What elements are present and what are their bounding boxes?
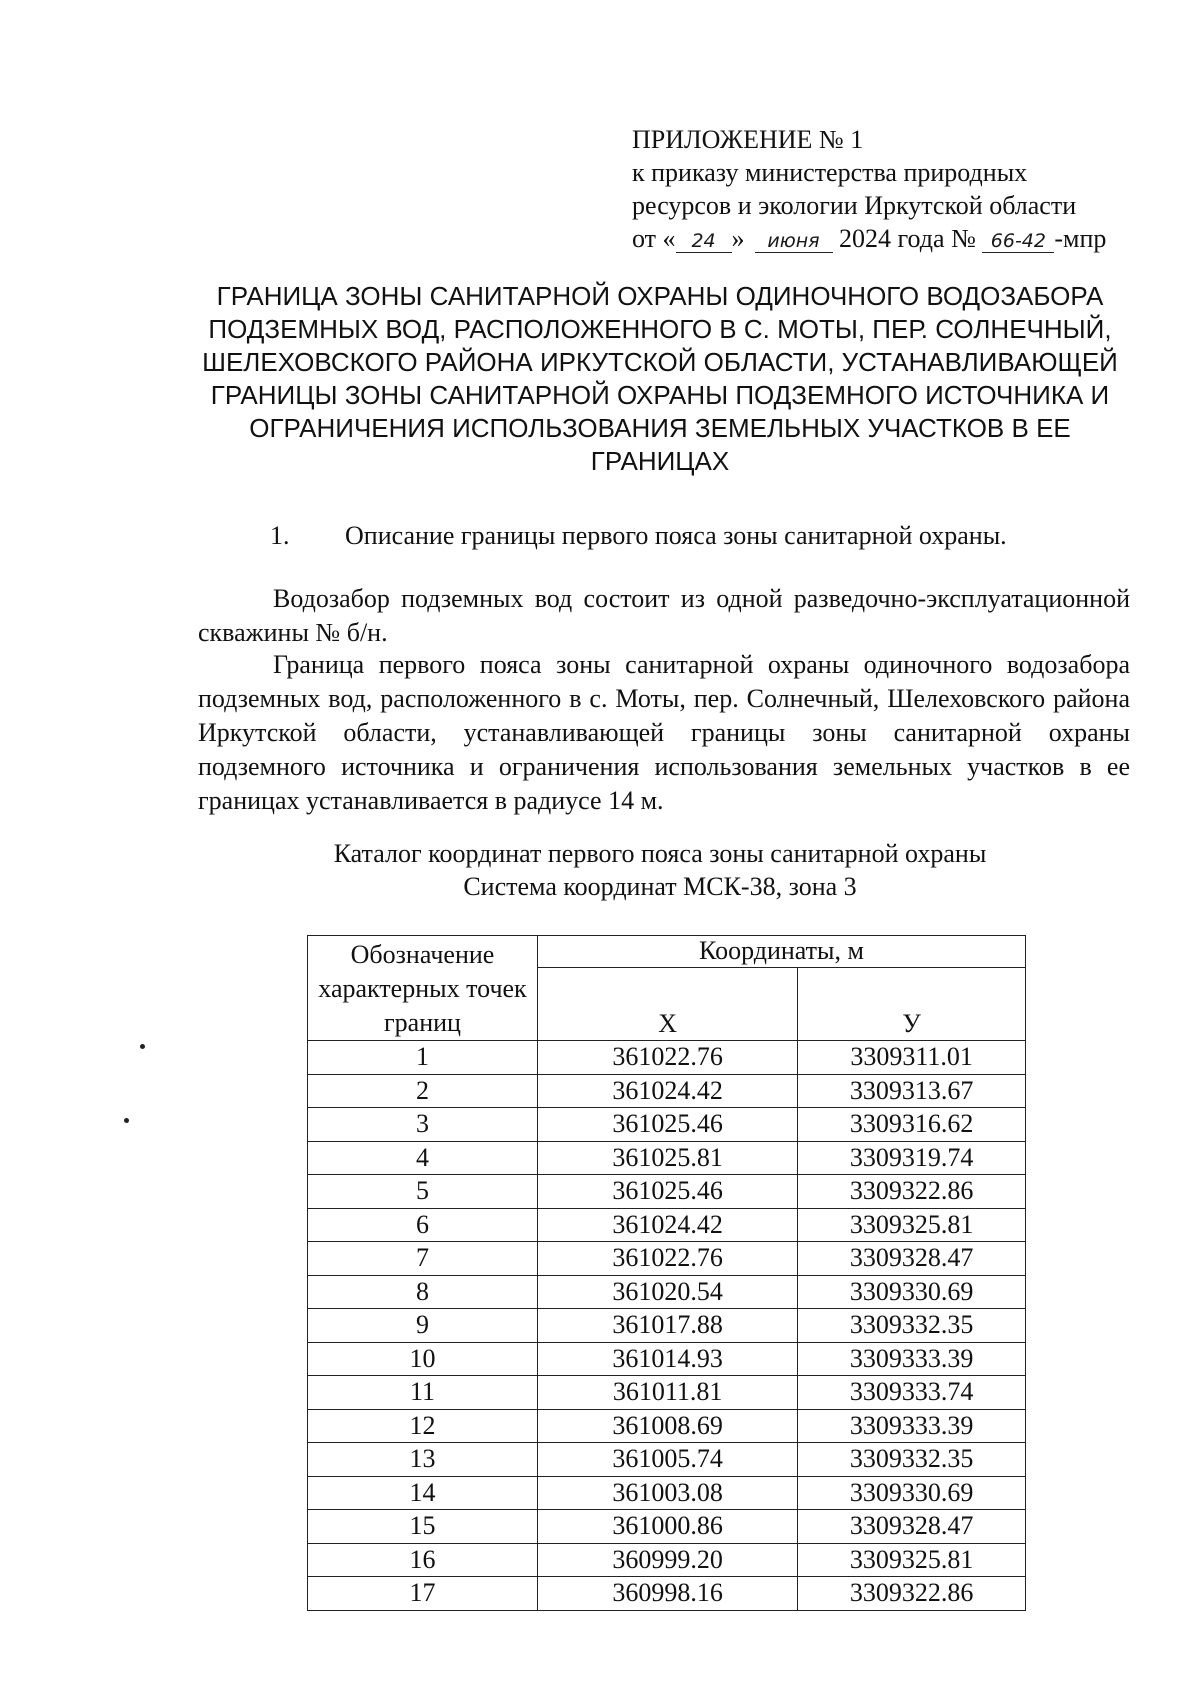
table-caption bbox=[190, 837, 1130, 903]
y-coordinate-cell: 3309332.35 bbox=[798, 1443, 1026, 1477]
y-coordinate-cell: 3309333.74 bbox=[798, 1376, 1026, 1410]
point-number-cell: 13 bbox=[308, 1443, 538, 1477]
x-coordinate-cell: 360999.20 bbox=[537, 1543, 797, 1577]
point-number-cell: 12 bbox=[308, 1409, 538, 1443]
table-row bbox=[308, 1376, 1026, 1410]
y-coordinate-cell: 3309330.69 bbox=[798, 1476, 1026, 1510]
point-number-cell: 15 bbox=[308, 1510, 538, 1544]
y-coordinate-cell: 3309313.67 bbox=[798, 1074, 1026, 1108]
x-coordinate-cell: 361022.76 bbox=[537, 1242, 797, 1276]
x-coordinate-cell: 361011.81 bbox=[537, 1376, 797, 1410]
point-number-cell: 5 bbox=[308, 1175, 538, 1209]
handwritten-month: июня bbox=[755, 230, 833, 253]
table-row bbox=[308, 1242, 1026, 1276]
paragraph-well: Водозабор подземных вод состоит из одной разведочно-эксплуатационной скважины № б/н. bbox=[198, 584, 1130, 647]
point-number-cell: 6 bbox=[308, 1208, 538, 1242]
table-row bbox=[308, 1476, 1026, 1510]
x-coordinate-cell: 361022.76 bbox=[537, 1041, 797, 1075]
table-row bbox=[308, 1409, 1026, 1443]
y-coordinate-cell: 3309325.81 bbox=[798, 1208, 1026, 1242]
document-title: ГРАНИЦА ЗОНЫ САНИТАРНОЙ ОХРАНЫ ОДИНОЧНОГО ВОДОЗАБОРА ПОДЗЕМНЫХ ВОД, РАСПОЛОЖЕННОГО В С. МОТЫ, ПЕР. СОЛНЕЧНЫЙ, ШЕЛЕХОВСКОГО РАЙОНА ИРКУТСКОЙ ОБЛАСТИ, УСТАНАВЛИВАЮЩЕЙ ГРАНИЦЫ ЗОНЫ САНИТАРНОЙ ОХРАНЫ ПОДЗЕМНОГО ИСТОЧНИКА И ОГРАНИЧЕНИЯ ИСПОЛЬЗОВАНИЯ ЗЕМЕЛЬНЫХ УЧАСТКОВ В ЕЕ ГРАНИЦАХ bbox=[202, 281, 1118, 476]
x-coordinate-cell: 361005.74 bbox=[537, 1443, 797, 1477]
y-coordinate-cell: 3309311.01 bbox=[798, 1041, 1026, 1075]
table-row bbox=[308, 1108, 1026, 1142]
x-coordinate-cell: 361025.81 bbox=[537, 1141, 797, 1175]
point-number-cell: 9 bbox=[308, 1309, 538, 1343]
appendix-heading: ПРИЛОЖЕНИЕ № 1 bbox=[632, 125, 864, 154]
header-x: Х bbox=[537, 967, 797, 1040]
date-prefix: от « bbox=[632, 224, 676, 253]
year-text: 2024 года № bbox=[839, 224, 976, 253]
table-row bbox=[308, 1543, 1026, 1577]
y-coordinate-cell: 3309328.47 bbox=[798, 1510, 1026, 1544]
point-number-cell: 3 bbox=[308, 1108, 538, 1142]
y-coordinate-cell: 3309333.39 bbox=[798, 1342, 1026, 1376]
y-coordinate-cell: 3309328.47 bbox=[798, 1242, 1026, 1276]
header-coordinates: Координаты, м bbox=[537, 936, 1025, 968]
point-number-cell: 16 bbox=[308, 1543, 538, 1577]
date-mid: » bbox=[731, 224, 745, 253]
y-coordinate-cell: 3309319.74 bbox=[798, 1141, 1026, 1175]
appendix-date-line bbox=[632, 222, 1106, 255]
x-coordinate-cell: 361003.08 bbox=[537, 1476, 797, 1510]
point-number-cell: 4 bbox=[308, 1141, 538, 1175]
x-coordinate-cell: 361008.69 bbox=[537, 1409, 797, 1443]
x-coordinate-cell: 361024.42 bbox=[537, 1074, 797, 1108]
point-number-cell: 2 bbox=[308, 1074, 538, 1108]
table-row bbox=[308, 1208, 1026, 1242]
section-heading bbox=[270, 519, 1007, 552]
point-number-cell: 8 bbox=[308, 1275, 538, 1309]
table-row bbox=[308, 1074, 1026, 1108]
paragraph-boundary: Граница первого пояса зоны санитарной охраны одиночного водозабора подземных вод, расположенного в с. Моты, пер. Солнечный, Шелеховского района Иркутской области, устанавливающей границы зоны санитарной охраны подземного источника и ограничения использования земельных участков в ее границах устанавливается в радиусе 14 м. bbox=[198, 650, 1130, 815]
table-row bbox=[308, 1175, 1026, 1209]
x-coordinate-cell: 361017.88 bbox=[537, 1309, 797, 1343]
x-coordinate-cell: 361000.86 bbox=[537, 1510, 797, 1544]
table-row bbox=[308, 1309, 1026, 1343]
y-coordinate-cell: 3309333.39 bbox=[798, 1409, 1026, 1443]
table-row bbox=[308, 1342, 1026, 1376]
scan-speck bbox=[140, 1044, 145, 1049]
point-number-cell: 1 bbox=[308, 1041, 538, 1075]
appendix-line-2: ресурсов и экологии Иркутской области bbox=[632, 191, 1077, 220]
section-number: 1. bbox=[270, 521, 290, 550]
appendix-line-1: к приказу министерства природных bbox=[632, 158, 1028, 187]
table-row bbox=[308, 1041, 1026, 1075]
x-coordinate-cell: 360998.16 bbox=[537, 1577, 797, 1611]
y-coordinate-cell: 3309322.86 bbox=[798, 1175, 1026, 1209]
y-coordinate-cell: 3309332.35 bbox=[798, 1309, 1026, 1343]
x-coordinate-cell: 361024.42 bbox=[537, 1208, 797, 1242]
table-row bbox=[308, 1510, 1026, 1544]
table-row bbox=[308, 1275, 1026, 1309]
x-coordinate-cell: 361025.46 bbox=[537, 1175, 797, 1209]
point-number-cell: 10 bbox=[308, 1342, 538, 1376]
table-row bbox=[308, 1141, 1026, 1175]
coordinates-table bbox=[307, 935, 1026, 1611]
handwritten-order-number: 66-42 bbox=[982, 230, 1054, 253]
table-row bbox=[308, 1443, 1026, 1477]
header-y: У bbox=[798, 967, 1026, 1040]
y-coordinate-cell: 3309325.81 bbox=[798, 1543, 1026, 1577]
header-point-designation: Обозначение характерных точек границ bbox=[308, 936, 538, 1041]
table-row bbox=[308, 1577, 1026, 1611]
appendix-block bbox=[632, 123, 1106, 255]
coordinates-table-body bbox=[308, 1041, 1026, 1611]
order-suffix: -мпр bbox=[1054, 224, 1107, 253]
y-coordinate-cell: 3309316.62 bbox=[798, 1108, 1026, 1142]
x-coordinate-cell: 361020.54 bbox=[537, 1275, 797, 1309]
x-coordinate-cell: 361014.93 bbox=[537, 1342, 797, 1376]
y-coordinate-cell: 3309330.69 bbox=[798, 1275, 1026, 1309]
section-title: Описание границы первого пояса зоны санитарной охраны. bbox=[345, 521, 1007, 550]
handwritten-day: 24 bbox=[676, 230, 732, 253]
caption-line-1: Каталог координат первого пояса зоны санитарной охраны bbox=[333, 839, 987, 868]
caption-line-2: Система координат МСК-38, зона 3 bbox=[463, 872, 857, 901]
point-number-cell: 7 bbox=[308, 1242, 538, 1276]
point-number-cell: 11 bbox=[308, 1376, 538, 1410]
y-coordinate-cell: 3309322.86 bbox=[798, 1577, 1026, 1611]
point-number-cell: 17 bbox=[308, 1577, 538, 1611]
scan-speck bbox=[124, 1118, 129, 1123]
x-coordinate-cell: 361025.46 bbox=[537, 1108, 797, 1142]
point-number-cell: 14 bbox=[308, 1476, 538, 1510]
